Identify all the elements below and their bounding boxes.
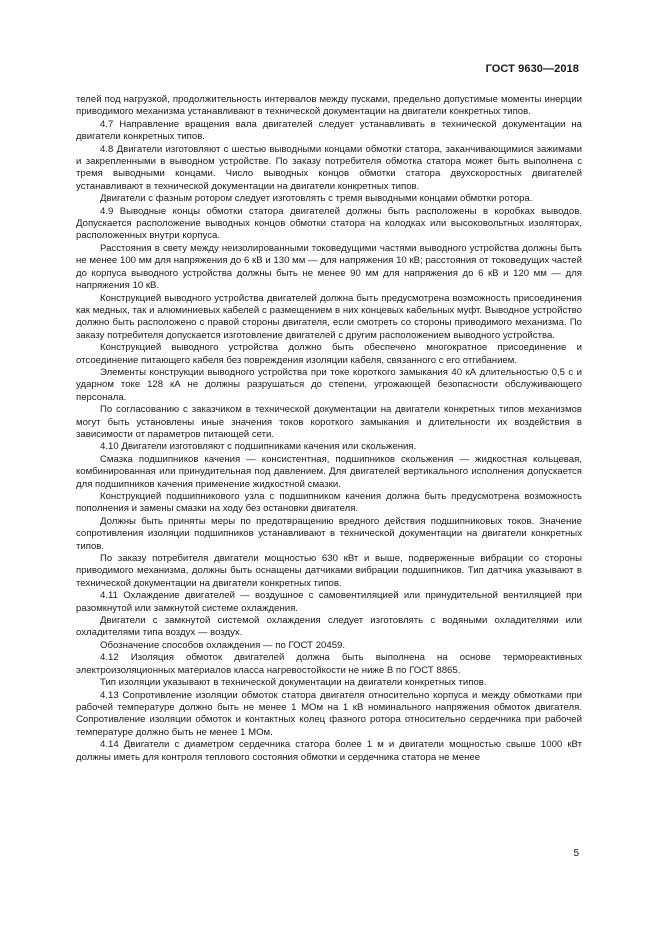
paragraph-4-11: 4.11 Охлаждение двигателей — воздушное с самовентиляцией или принудительной вентиляцией при разомкнутой или замкнутой системе охлаждения.	[76, 590, 582, 614]
paragraph-4-9: 4.9 Выводные концы обмотки статора двигателей должны быть расположены в коробках выводов. Допускается расположение выводных концов обмотки статора на колодках или высоковольтных изоляторах, расположенных внутри корпуса.	[76, 205, 582, 242]
paragraph-continuation: телей под нагрузкой, продолжительность интервалов между пусками, предельно допустимые моменты инерции приводимого механизма устанавливают в технической документации на двигатели конкретных типов.	[76, 94, 582, 118]
paragraph: Расстояния в свету между неизолированными токоведущими частями выводного устройства должны быть не менее 100 мм для напряжения до 6 кВ и 130 мм — для напряжения 10 кВ; расстояния от токоведущих частей до корпуса выводного устройства должны быть не менее 90 мм для напряжения до 6 кВ и 120 мм — для напряжения 10 кВ.	[76, 242, 582, 292]
paragraph: Конструкцией подшипникового узла с подшипником качения должна быть предусмотрена возможность пополнения и замены смазки на ходу без остановки двигателя.	[76, 491, 582, 515]
paragraph: Конструкцией выводного устройства двигателей должна быть предусмотрена возможность присоединения как медных, так и алюминиевых кабелей с размещением в них концевых кабельных муфт. Выводное устройство должно быть расположено с правой стороны двигателя, если смотреть со стороны приводимого механизма. По заказу потребителя допускается изготовление двигателей с другим расположением выводного устройства.	[76, 292, 582, 341]
body-text	[76, 94, 582, 764]
document-id-header: ГОСТ 9630—2018	[485, 63, 579, 75]
paragraph-4-14: 4.14 Двигатели с диаметром сердечника статора более 1 м и двигатели мощностью свыше 1000 кВт должны иметь для контроля теплового состояния обмотки и сердечника статора не менее	[76, 739, 582, 763]
paragraph: По согласованию с заказчиком в технической документации на двигатели конкретных типов механизмов могут быть установлены иные значения токов короткого замыкания и длительности их воздействия в зависимости от параметров питающей сети.	[76, 404, 582, 440]
paragraph-4-8: 4.8 Двигатели изготовляют с шестью выводными концами обмотки статора, заканчивающимися зажимами и закрепленными в выводном устройстве. По заказу потребителя обмотка статора может быть выполнена с тремя выводными концами. Число выводных концов обмотки статора двухскоростных двигателей устанавливают в технической документации на двигатели конкретных типов.	[76, 143, 582, 192]
paragraph: Двигатели с замкнутой системой охлаждения следует изготовлять с водяными охладителями или охладителями типа воздух — воздух.	[76, 615, 582, 639]
paragraph-4-7: 4.7 Направление вращения вала двигателей следует устанавливать в технической документации на двигатели конкретных типов.	[76, 118, 582, 143]
paragraph: Должны быть приняты меры по предотвращению вредного действия подшипниковых токов. Значение сопротивления изоляции подшипников устанавливают в технической документации на двигатели конкретных типов.	[76, 515, 582, 552]
paragraph: Смазка подшипников качения — консистентная, подшипников скольжения — жидкостная кольцевая, комбинированная или принудительная под давлением. Для двигателей вертикального исполнения допускается для подшипников качения применение жидкостной смазки.	[76, 453, 582, 490]
paragraph: Двигатели с фазным ротором следует изготовлять с тремя выводными концами обмотки ротора.	[100, 193, 533, 205]
paragraph-4-12: 4.12 Изоляция обмоток двигателей должна быть выполнена на основе термореактивных электроизоляционных материалов класса нагревостойкости не ниже В по ГОСТ 8865.	[76, 652, 582, 676]
paragraph: Конструкцией выводного устройства должно быть обеспечено многократное присоединение и отсоединение питающего кабеля без повреждения изоляции кабеля, связанного с его отгибанием.	[76, 342, 582, 366]
paragraph-4-10: 4.10 Двигатели изготовляют с подшипниками качения или скольжения.	[100, 441, 417, 453]
paragraph: По заказу потребителя двигатели мощностью 630 кВт и выше, подверженные вибрации со стороны приводимого механизма, должны быть оснащены датчиками вибрации подшипников. Тип датчика указывают в технической документации на двигатели конкретных типов.	[76, 553, 582, 589]
paragraph: Тип изоляции указывают в технической документации на двигатели конкретных типов.	[100, 677, 487, 689]
paragraph: Элементы конструкции выводного устройства при токе короткого замыкания 40 кА длительностью 0,5 с и ударном токе 128 кА не должны разрушаться до степени, угрожающей безопасности обслуживающего персонала.	[76, 366, 582, 403]
page-number: 5	[573, 848, 579, 859]
paragraph: Обозначение способов охлаждения — по ГОСТ 20459.	[100, 639, 346, 651]
paragraph-4-13: 4.13 Сопротивление изоляции обмоток статора двигателя относительно корпуса и между обмотками при рабочей температуре должно быть не менее 1 МОм на 1 кВ номинального напряжения обмоток двигателя. Сопротивление изоляции обмоток и контактных колец фазного ротора относительно сердечника при рабочей температуре должно быть не менее 1 МОм.	[76, 689, 582, 738]
